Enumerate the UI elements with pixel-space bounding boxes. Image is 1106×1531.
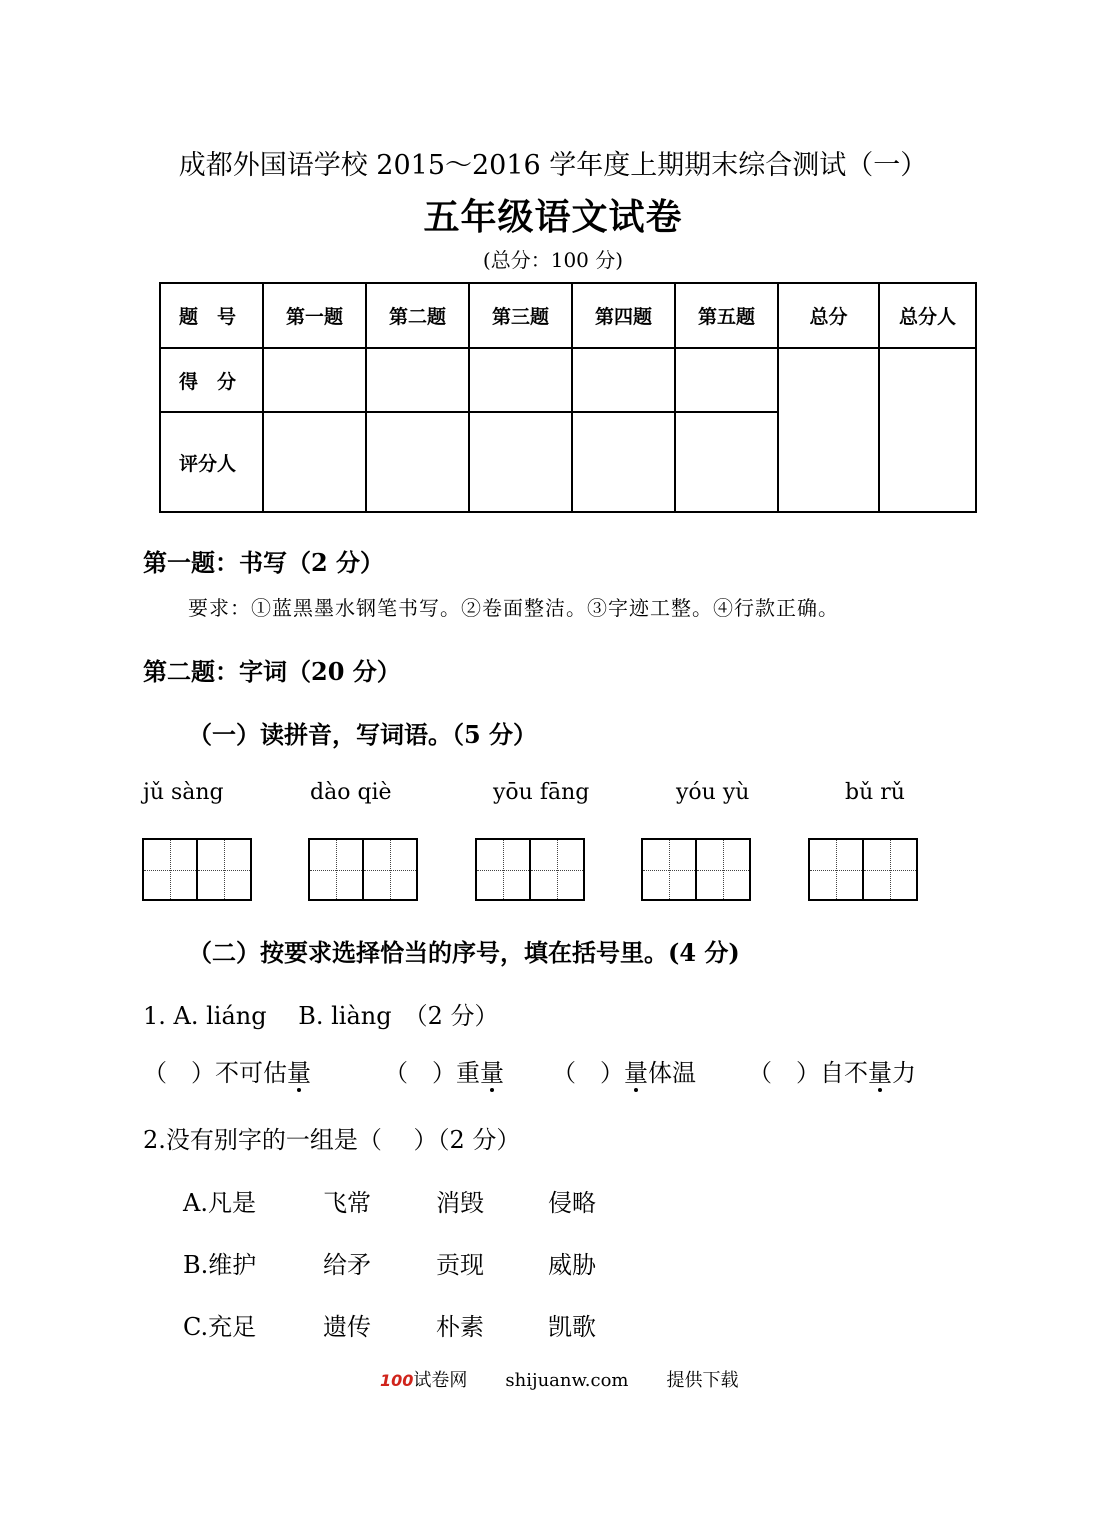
total-score-cell[interactable]: [778, 348, 879, 512]
header-cell-q2: 第二题: [366, 283, 469, 348]
option-b-word-2: 给矛: [323, 1251, 371, 1279]
grader-cell-q1[interactable]: [263, 412, 366, 512]
writing-grid-3[interactable]: [475, 838, 585, 901]
item1-blank-1: [143, 1053, 311, 1088]
item1-blank-3: [552, 1053, 696, 1088]
site-name: 试卷网: [413, 1370, 468, 1391]
site-logo: 100: [380, 1371, 414, 1390]
pinyin-2: dào qiè: [310, 780, 392, 805]
q1-requirement: 要求：①蓝黑墨水钢笔书写。②卷面整洁。③字迹工整。④行款正确。: [188, 596, 839, 620]
header-cell-q4: 第四题: [572, 283, 675, 348]
dotted-char: 量: [287, 1053, 311, 1088]
option-c-word-2: 遗传: [323, 1313, 371, 1341]
download-note: 提供下载: [666, 1370, 739, 1391]
total-score-note: (总分：100 分): [482, 248, 624, 272]
pinyin-3: yōu fāng: [493, 780, 590, 805]
pinyin-5: bǔ rǔ: [845, 780, 905, 805]
word-text: 不可估: [215, 1059, 287, 1087]
dotted-char: 量: [624, 1053, 648, 1088]
option-c-word-4: 凯歌: [548, 1313, 596, 1341]
writing-grid-1[interactable]: [142, 838, 252, 901]
header-cell-q1: 第一题: [263, 283, 366, 348]
grader-cell-q5[interactable]: [675, 412, 778, 512]
option-a-word-3: 消毁: [436, 1189, 484, 1217]
pinyin-4: yóu yù: [676, 780, 750, 805]
score-cell-q2[interactable]: [366, 348, 469, 412]
option-c-word-3: 朴素: [436, 1313, 484, 1341]
writing-grid-5[interactable]: [808, 838, 918, 901]
total-grader-cell[interactable]: [879, 348, 976, 512]
dotted-char: 量: [868, 1053, 892, 1088]
option-a-word-4: 侵略: [548, 1189, 596, 1217]
q1-heading: 第一题：书写（2 分）: [143, 548, 385, 577]
site-url[interactable]: shijuanw.com: [505, 1370, 629, 1391]
writing-grid-4[interactable]: [641, 838, 751, 901]
q2-heading: 第二题：字词（20 分）: [143, 657, 401, 686]
option-a-word-2: 飞常: [323, 1189, 371, 1217]
option-a-label: A.凡是: [183, 1189, 256, 1217]
dotted-char: 量: [480, 1053, 504, 1088]
word-text: 重: [456, 1059, 480, 1087]
score-cell-q4[interactable]: [572, 348, 675, 412]
grader-cell-q4[interactable]: [572, 412, 675, 512]
header-cell-q5: 第五题: [675, 283, 778, 348]
header-cell-total-grader: 总分人: [879, 283, 976, 348]
word-text: 自不: [820, 1059, 868, 1087]
pinyin-1: jǔ sàng: [143, 780, 224, 805]
answer-paren[interactable]: （ ）: [143, 1059, 215, 1087]
item1-blank-2: [384, 1053, 504, 1088]
grader-row-label: 评分人: [160, 412, 263, 512]
item2-prompt: 2.没有别字的一组是（ ）（2 分）: [143, 1126, 521, 1154]
header-cell-question-no: 题 号: [160, 283, 263, 348]
writing-grid-2[interactable]: [308, 838, 418, 901]
item1-prompt: 1. A. liáng B. liàng （2 分）: [143, 1002, 499, 1030]
grader-cell-q3[interactable]: [469, 412, 572, 512]
option-b-word-3: 贡现: [436, 1251, 484, 1279]
answer-paren[interactable]: （ ）: [552, 1059, 624, 1087]
word-text: 力: [892, 1059, 916, 1087]
header-cell-total: 总分: [778, 283, 879, 348]
option-b-label: B.维护: [183, 1251, 257, 1279]
score-cell-q5[interactable]: [675, 348, 778, 412]
option-c-label: C.充足: [183, 1313, 257, 1341]
q2-part1-heading: （一）读拼音，写词语。（5 分）: [188, 720, 538, 749]
word-text: 体温: [648, 1059, 696, 1087]
answer-paren[interactable]: （ ）: [384, 1059, 456, 1087]
score-table: [159, 282, 977, 513]
score-row-label: 得 分: [160, 348, 263, 412]
header-cell-q3: 第三题: [469, 283, 572, 348]
score-cell-q1[interactable]: [263, 348, 366, 412]
grader-cell-q2[interactable]: [366, 412, 469, 512]
footer: [380, 1366, 738, 1392]
score-cell-q3[interactable]: [469, 348, 572, 412]
option-b-word-4: 威胁: [548, 1251, 596, 1279]
school-exam-title: 成都外国语学校 2015～2016 学年度上期期末综合测试（一）: [178, 150, 928, 181]
score-table-score-row: [160, 348, 976, 412]
item1-blank-4: [748, 1053, 916, 1088]
answer-paren[interactable]: （ ）: [748, 1059, 820, 1087]
q2-part2-heading: （二）按要求选择恰当的序号，填在括号里。(4 分): [188, 938, 740, 967]
paper-title: 五年级语文试卷: [423, 196, 683, 238]
score-table-header-row: [160, 283, 976, 348]
